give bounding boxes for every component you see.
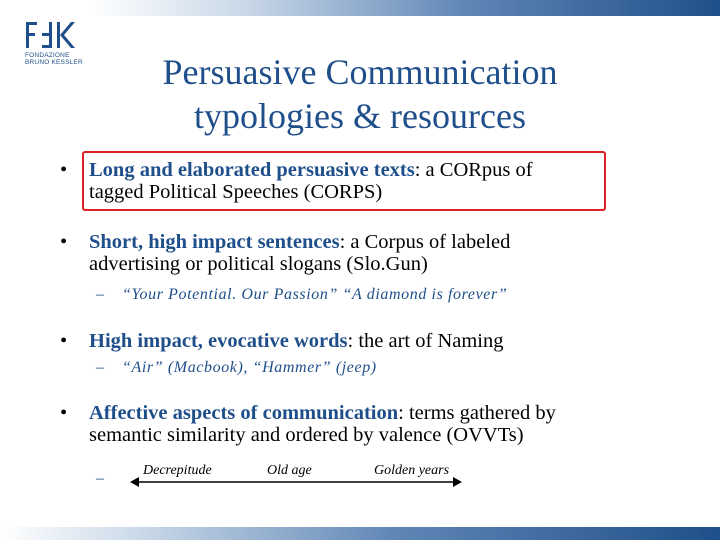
logo-subtitle [25,52,95,66]
slide-title-line2: typologies & resources [194,96,526,136]
sub-bullet-text: “Your Potential. Our Passion” “A diamond is forever” [122,286,508,303]
sub-bullet-slogans [96,285,656,305]
bullet-text [89,231,660,275]
double-arrow-icon [130,475,462,489]
bullet-corps [60,159,660,203]
bullet-highlight: High impact, evocative words [89,330,348,352]
bullet-highlight: Long and elaborated persuasive texts [89,159,415,181]
sub-bullet-text: “Air” (Macbook), “Hammer” (jeep) [122,359,377,376]
sub-bullet-dash: – [96,286,104,303]
bullet-marker: • [60,330,68,352]
sub-bullet-naming [96,358,656,378]
bullet-rest: : a Corpus of labeled [339,231,511,253]
scale-label-golden-years: Golden years [374,463,450,478]
header-gradient-bar [88,0,720,16]
bullet-marker: • [60,402,68,424]
bullet-marker: • [60,231,68,253]
logo-subtitle-line1: FONDAZIONE [25,52,70,59]
bullet-highlight: Short, high impact sentences [89,231,340,253]
bullet-naming [60,330,660,352]
bullet-line2: advertising or political slogans (Slo.Gun) [89,253,428,275]
logo-subtitle-line2: BRUNO KESSLER [25,59,83,66]
bullet-highlight: Affective aspects of communication [89,402,399,424]
scale-label-decrepitude: Decrepitude [143,463,212,478]
bullet-rest: : the art of Naming [347,330,504,352]
bullet-rest: : terms gathered by [398,402,556,424]
bullet-text [89,402,660,446]
sub-bullet-dash: – [96,359,104,376]
bullet-marker: • [60,159,68,181]
bullet-line2: tagged Political Speeches (CORPS) [89,181,383,203]
bullet-line2: semantic similarity and ordered by valence (OVVTs) [89,424,524,446]
bullet-ovvts [60,402,660,446]
bullet-slogun [60,231,660,275]
bullet-rest: : a CORpus of [414,159,533,181]
slide-title [100,50,620,138]
bullet-text [89,159,660,203]
bullet-text [89,330,660,352]
scale-label-old-age: Old age [267,463,312,478]
footer-gradient-bar [0,527,720,540]
slide-title-line1: Persuasive Communication [162,52,558,92]
scale-dash: – [96,470,104,487]
